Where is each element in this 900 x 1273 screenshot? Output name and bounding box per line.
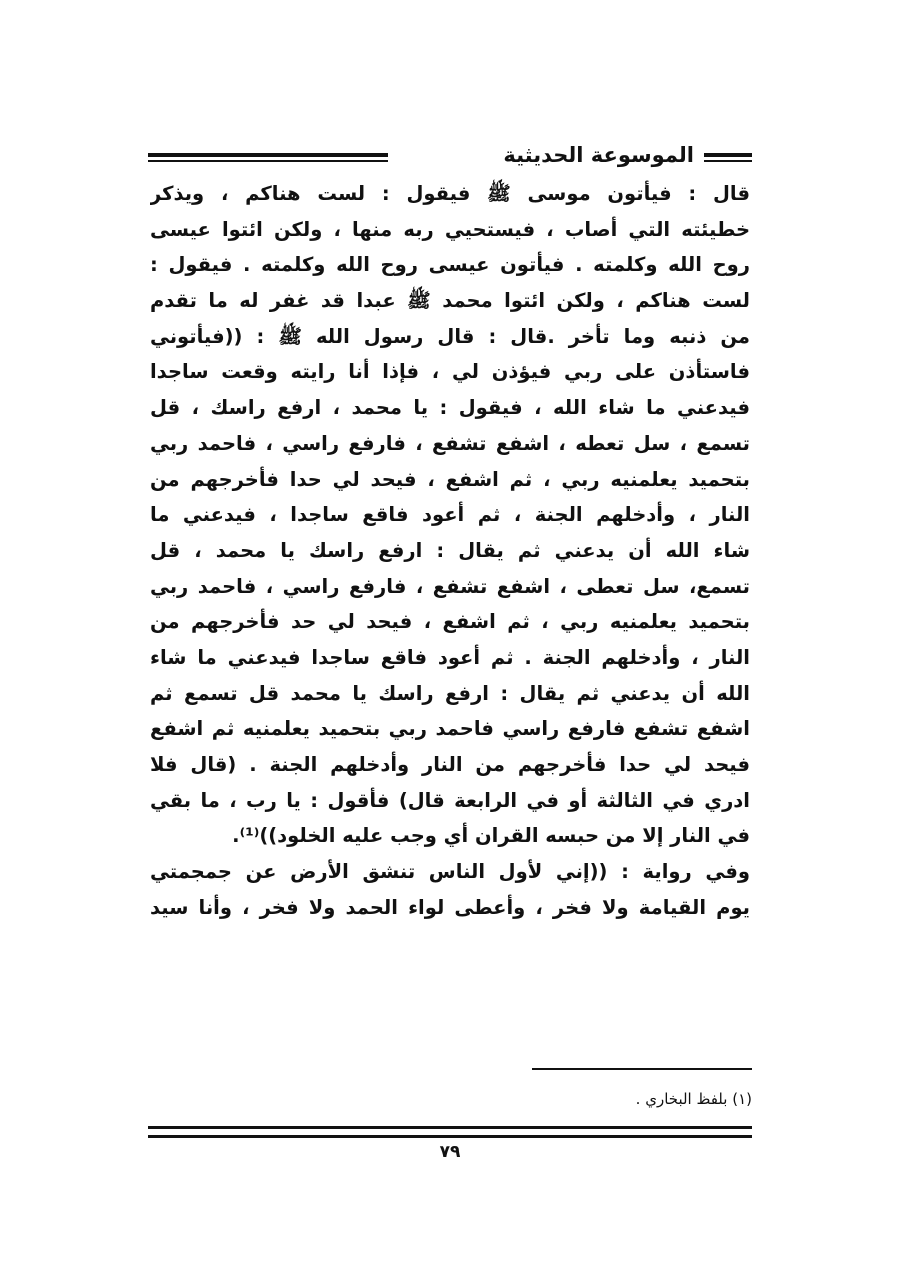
page-number: ٧٩ <box>439 1142 461 1162</box>
text-line: يوم القيامة ولا فخر ، وأعطى لواء الحمد ولا فخر ، وأنا سيد <box>150 895 750 919</box>
text-line: شاء الله أن يدعني ثم يقال : ارفع راسك يا محمد ، قل <box>150 538 750 562</box>
text-line: النار ، وأدخلهم الجنة . ثم أعود فاقع ساجدا فيدعني ما شاء <box>150 645 750 669</box>
text-line: النار ، وأدخلهم الجنة ، ثم أعود فاقع ساجدا ، فيدعني ما <box>150 503 750 527</box>
header-title: الموسوعة الحديثية <box>503 143 694 167</box>
text-line: ادري في الثالثة أو في الرابعة قال) فأقول : يا رب ، ما بقي <box>150 788 750 812</box>
footnote: (١) بلفظ البخاري . <box>635 1090 752 1108</box>
text-line: وفي رواية : ((إني لأول الناس تنشق الأرض عن جمجمتي <box>150 860 750 884</box>
text-line: في النار إلا من حبسه القران أي وجب عليه الخلود))⁽¹⁾. <box>232 824 750 848</box>
text-line: الله أن يدعني ثم يقال : ارفع راسك يا محمد قل تسمع ثم <box>150 681 750 705</box>
text-line: بتحميد يعلمنيه ربي ، ثم اشفع ، فيحد لي حد فأخرجهم من <box>150 610 750 634</box>
text-line: فيحد لي حدا فأخرجهم من النار وأدخلهم الجنة . (قال فلا <box>150 753 750 776</box>
header-rule-right <box>704 153 752 162</box>
text-line: فاستأذن على ربي فيؤذن لي ، فإذا أنا رايته وقعت ساجدا <box>150 360 750 384</box>
text-line: تسمع، سل تعطى ، اشفع تشفع ، فارفع راسي ، فاحمد ربي <box>150 574 750 598</box>
text-line: روح الله وكلمته . فيأتون عيسى روح الله وكلمته . فيقول : <box>150 253 750 277</box>
text-line: اشفع تشفع فارفع راسي فاحمد ربي بتحميد يعلمنيه ثم اشفع <box>150 717 750 741</box>
footnote-separator <box>532 1068 752 1070</box>
text-line: خطيئته التي أصاب ، فيستحيي ربه منها ، ولكن ائتوا عيسى <box>150 217 750 241</box>
text-line: بتحميد يعلمنيه ربي ، ثم اشفع ، فيحد لي حدا فأخرجهم من <box>150 467 750 491</box>
text-line: تسمع ، سل تعطه ، اشفع تشفع ، فارفع راسي ، فاحمد ربي <box>150 431 750 455</box>
running-header <box>148 140 752 170</box>
text-line: لست هناكم ، ولكن ائتوا محمد ﷺ عبدا قد غفر له ما تقدم <box>150 289 750 313</box>
text-line: من ذنبه وما تأخر .قال : قال رسول الله ﷺ : ((فيأتوني <box>150 324 750 348</box>
text-line: فيدعني ما شاء الله ، فيقول : يا محمد ، ارفع راسك ، قل <box>150 396 750 420</box>
body-text <box>150 176 750 925</box>
header-rule-left <box>148 153 388 162</box>
text-line: قال : فيأتون موسى ﷺ فيقول : لست هناكم ، ويذكر <box>150 182 750 205</box>
footer-rule <box>148 1126 752 1138</box>
